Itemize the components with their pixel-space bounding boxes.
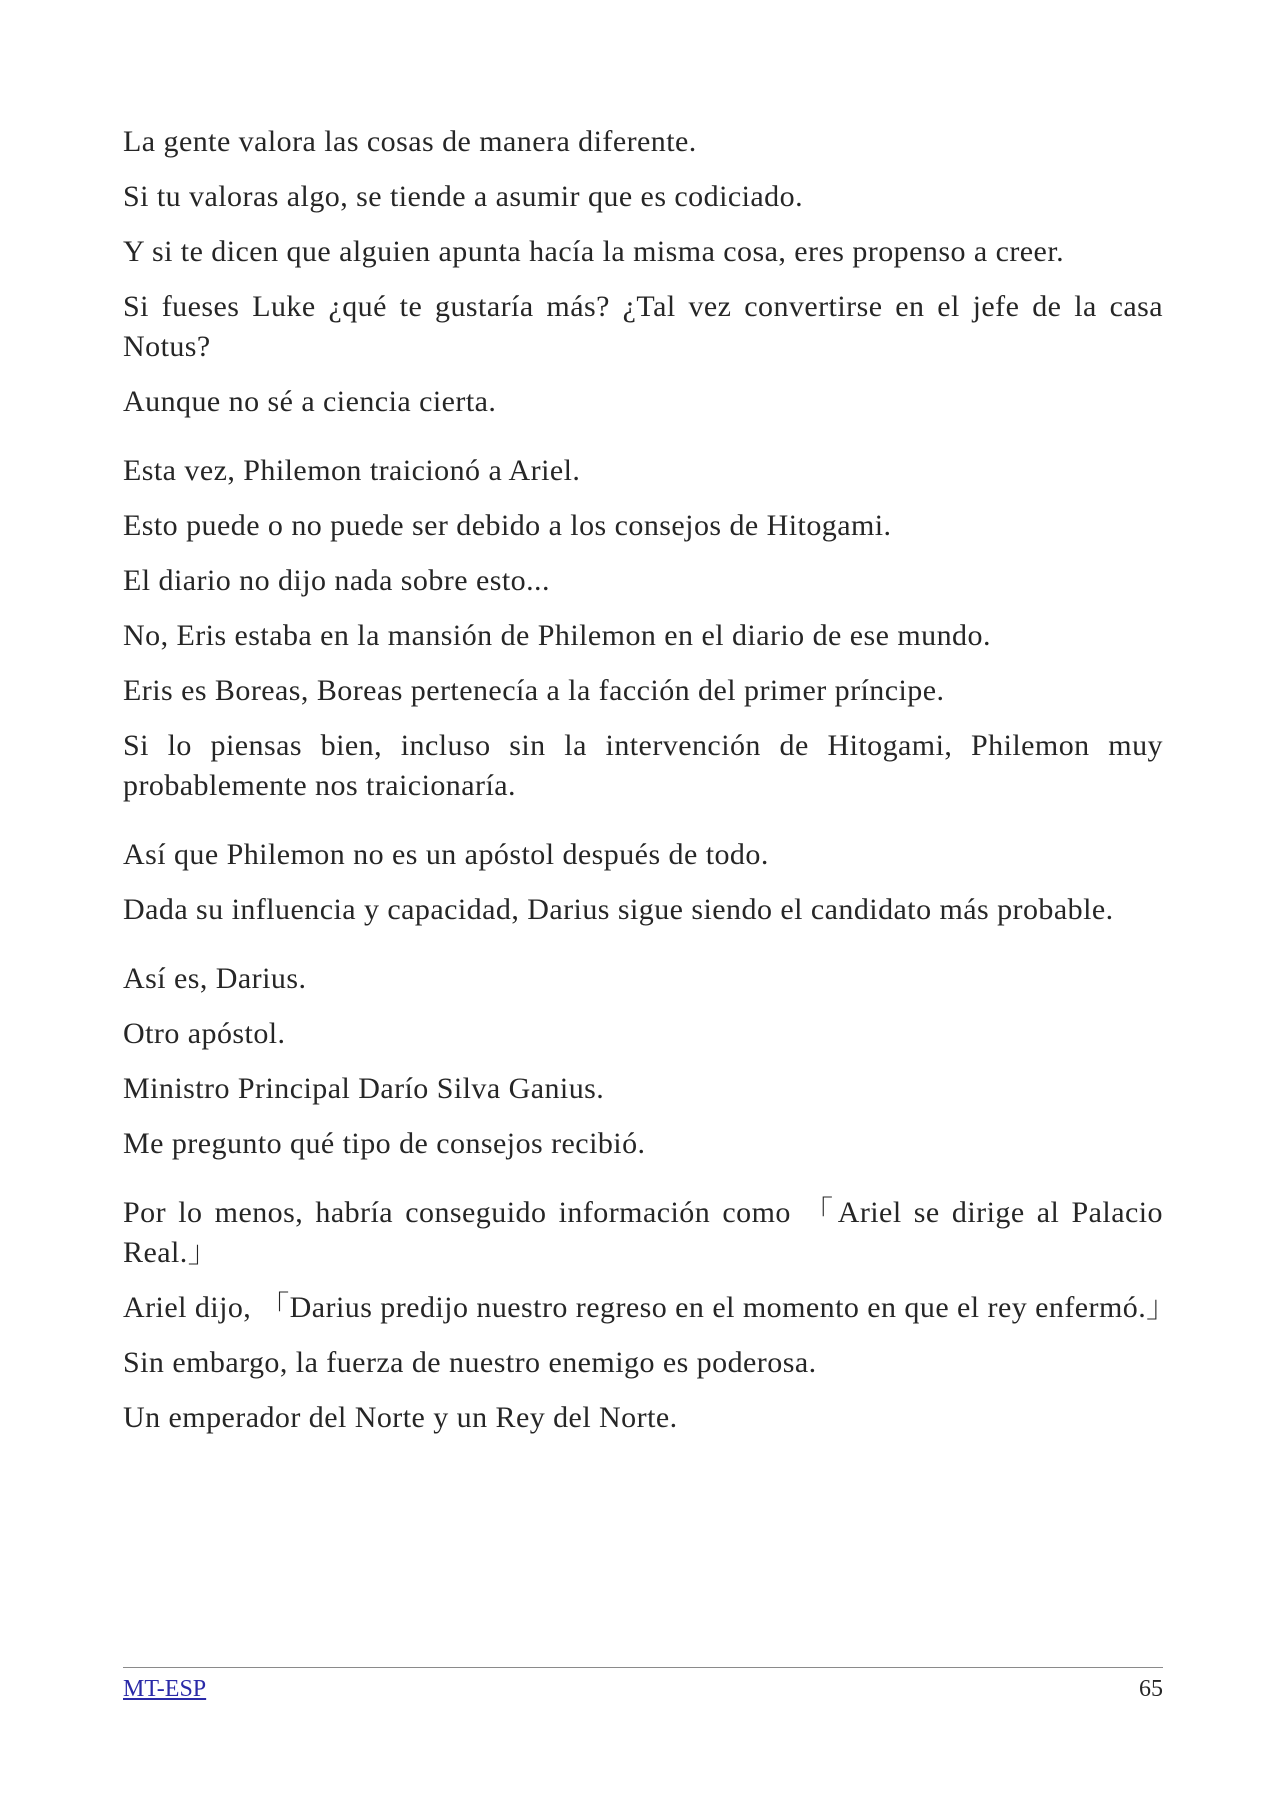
paragraph: Esta vez, Philemon traicionó a Ariel. bbox=[123, 454, 581, 487]
paragraph: Si tu valoras algo, se tiende a asumir que es codiciado. bbox=[123, 180, 804, 213]
paragraph: Sin embargo, la fuerza de nuestro enemigo es poderosa. bbox=[123, 1346, 817, 1379]
paragraph: Si fueses Luke ¿qué te gustaría más? ¿Tal vez convertirse en el jefe de la casa Notus? bbox=[123, 290, 1163, 363]
footer-link[interactable]: MT-ESP bbox=[123, 1676, 207, 1702]
paragraph: Ministro Principal Darío Silva Ganius. bbox=[123, 1072, 605, 1105]
paragraph: Me pregunto qué tipo de consejos recibió. bbox=[123, 1127, 646, 1160]
paragraph: Un emperador del Norte y un Rey del Norte. bbox=[123, 1401, 678, 1434]
paragraph: Así es, Darius. bbox=[123, 962, 307, 995]
paragraph: Si lo piensas bien, incluso sin la intervención de Hitogami, Philemon muy probablemente nos traicionaría. bbox=[123, 729, 1163, 802]
paragraph: Por lo menos, habría conseguido información como 「Ariel se dirige al Palacio Real.」 bbox=[123, 1196, 1163, 1269]
page-number: 65 bbox=[1139, 1676, 1163, 1702]
paragraph: Ariel dijo, 「Darius predijo nuestro regreso en el momento en que el rey enfermó.」 bbox=[123, 1291, 1177, 1324]
paragraph: Esto puede o no puede ser debido a los consejos de Hitogami. bbox=[123, 509, 892, 542]
paragraph: La gente valora las cosas de manera diferente. bbox=[123, 125, 697, 158]
paragraph: El diario no dijo nada sobre esto... bbox=[123, 564, 550, 597]
paragraph: No, Eris estaba en la mansión de Philemon en el diario de ese mundo. bbox=[123, 619, 991, 652]
paragraph: Aunque no sé a ciencia cierta. bbox=[123, 385, 497, 418]
paragraph: Eris es Boreas, Boreas pertenecía a la facción del primer príncipe. bbox=[123, 674, 945, 707]
document-body bbox=[123, 122, 1177, 1453]
paragraph: Dada su influencia y capacidad, Darius sigue siendo el candidato más probable. bbox=[123, 893, 1114, 926]
page-footer bbox=[123, 1667, 1163, 1704]
paragraph: Otro apóstol. bbox=[123, 1017, 286, 1050]
paragraph: Así que Philemon no es un apóstol después de todo. bbox=[123, 838, 769, 871]
paragraph: Y si te dicen que alguien apunta hacía la misma cosa, eres propenso a creer. bbox=[123, 235, 1065, 268]
